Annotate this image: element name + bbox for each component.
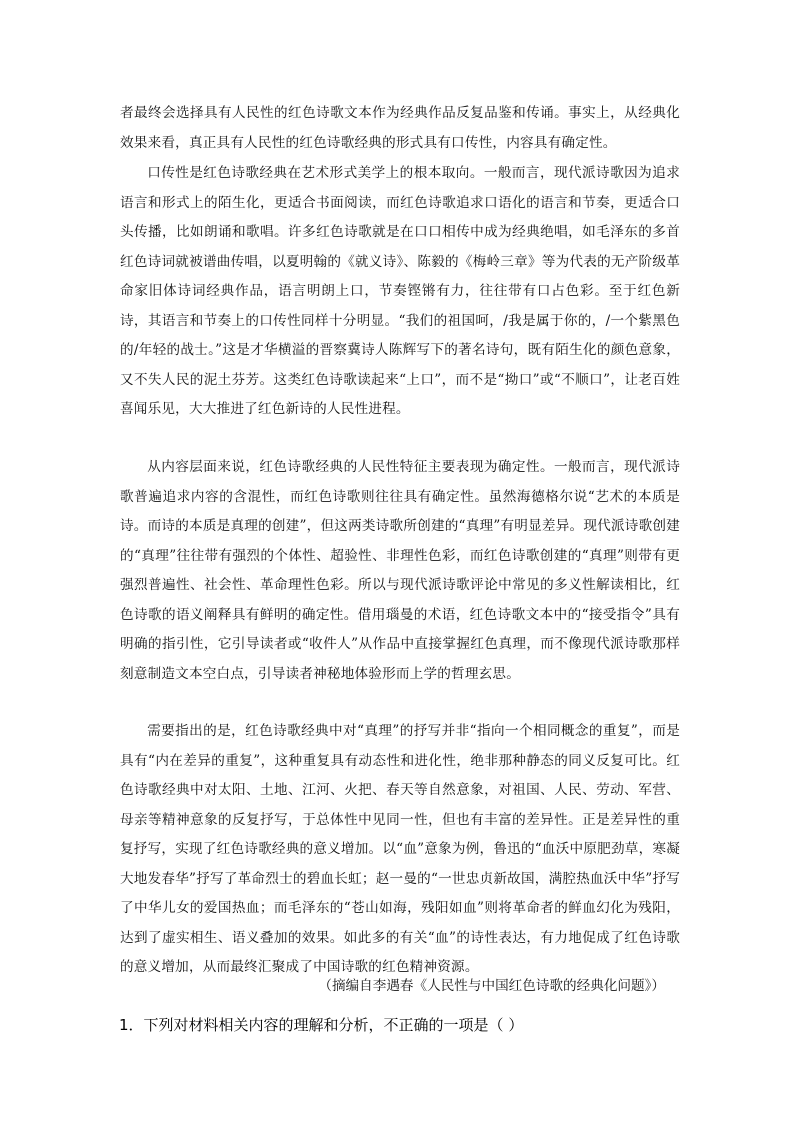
source-citation: （摘编自李遇春《人民性与中国红色诗歌的经典化问题》） — [318, 978, 665, 994]
paragraph-continuation: 者最终会选择具有人民性的红色诗歌文本作为经典作品反复品鉴和传诵。事实上，从经典化效果来看，真正具有人民性的红色诗歌经典的形式具有口传性，内容具有确定性。 — [120, 105, 680, 151]
question-1: 1．下列对材料相关内容的理解和分析，不正确的一项是（ ） — [119, 1016, 524, 1034]
paragraph-certainty: 从内容层面来说，红色诗歌经典的人民性特征主要表现为确定性。一般而言，现代派诗歌普遍追求内容的含混性，而红色诗歌则往往具有确定性。虽然海德格尔说“艺术的本质是诗。而诗的本质是真理的创建”，但这两类诗歌所创建的“真理”有明显差异。现代派诗歌创建的“真理”往往带有强烈的个体性、超验性、非理性色彩，而红色诗歌创建的“真理”则带有更强烈普遍性、社会性、革命理性色彩。所以与现代派诗歌评论中常见的多义性解读相比，红色诗歌的语义阐释具有鲜明的确定性。借用瑙曼的术语，红色诗歌文本中的“接受指令”具有明确的指引性，它引导读者或“收件人”从作品中直接掌握红色真理，而不像现代派诗歌那样刻意制造文本空白点，引导读者神秘地体验形而上学的哲理玄思。 — [120, 459, 680, 682]
paragraph-difference-repetition: 需要指出的是，红色诗歌经典中对“真理”的抒写并非“指向一个相同概念的重复”，而是具有“内在差异的重复”，这种重复具有动态性和进化性，绝非那种静态的同义反复可比。红色诗歌经典中对太阳、土地、江河、火把、春天等自然意象，对祖国、人民、劳动、军营、母亲等精神意象的反复抒写，于总体性中见同一性，但也有丰富的差异性。正是差异性的重复抒写，实现了红色诗歌经典的意义增加。以“血”意象为例，鲁迅的“血沃中原肥劲草，寒凝大地发春华”抒写了革命烈士的碧血长虹；赵一曼的“一世忠贞新故国，满腔热血沃中华”抒写了中华儿女的爱国热血；而毛泽东的“苍山如海，残阳如血”则将革命者的鲜血幻化为残阳，达到了虚实相生、语义叠加的效果。如此多的有关“血”的诗性表达，有力地促成了红色诗歌的意义增加，从而最终汇聚成了中国诗歌的红色精神资源。 — [120, 723, 680, 975]
paragraph-oral-transmission: 口传性是红色诗歌经典在艺术形式美学上的根本取向。一般而言，现代派诗歌因为追求语言和形式上的陌生化，更适合书面阅读，而红色诗歌追求口语化的语言和节奏，更适合口头传播，比如朗诵和歌唱。许多红色诗歌就是在口口相传中成为经典绝唱，如毛泽东的多首红色诗词就被谱曲传唱，以夏明翰的《就义诗》、陈毅的《梅岭三章》等为代表的无产阶级革命家旧体诗词经典作品，语言明朗上口，节奏铿锵有力，往往带有口占色彩。至于红色新诗，其语言和节奏上的口传性同样十分明显。“我们的祖国呵，/我是属于你的，/一个紫黑色的/年轻的战士。”这是才华横溢的晋察冀诗人陈辉写下的著名诗句，既有陌生化的颜色意象，又不失人民的泥土芬芳。这类红色诗歌读起来“上口”，而不是“拗口”或“不顺口”，让老百姓喜闻乐见，大大推进了红色新诗的人民性进程。 — [120, 165, 680, 417]
